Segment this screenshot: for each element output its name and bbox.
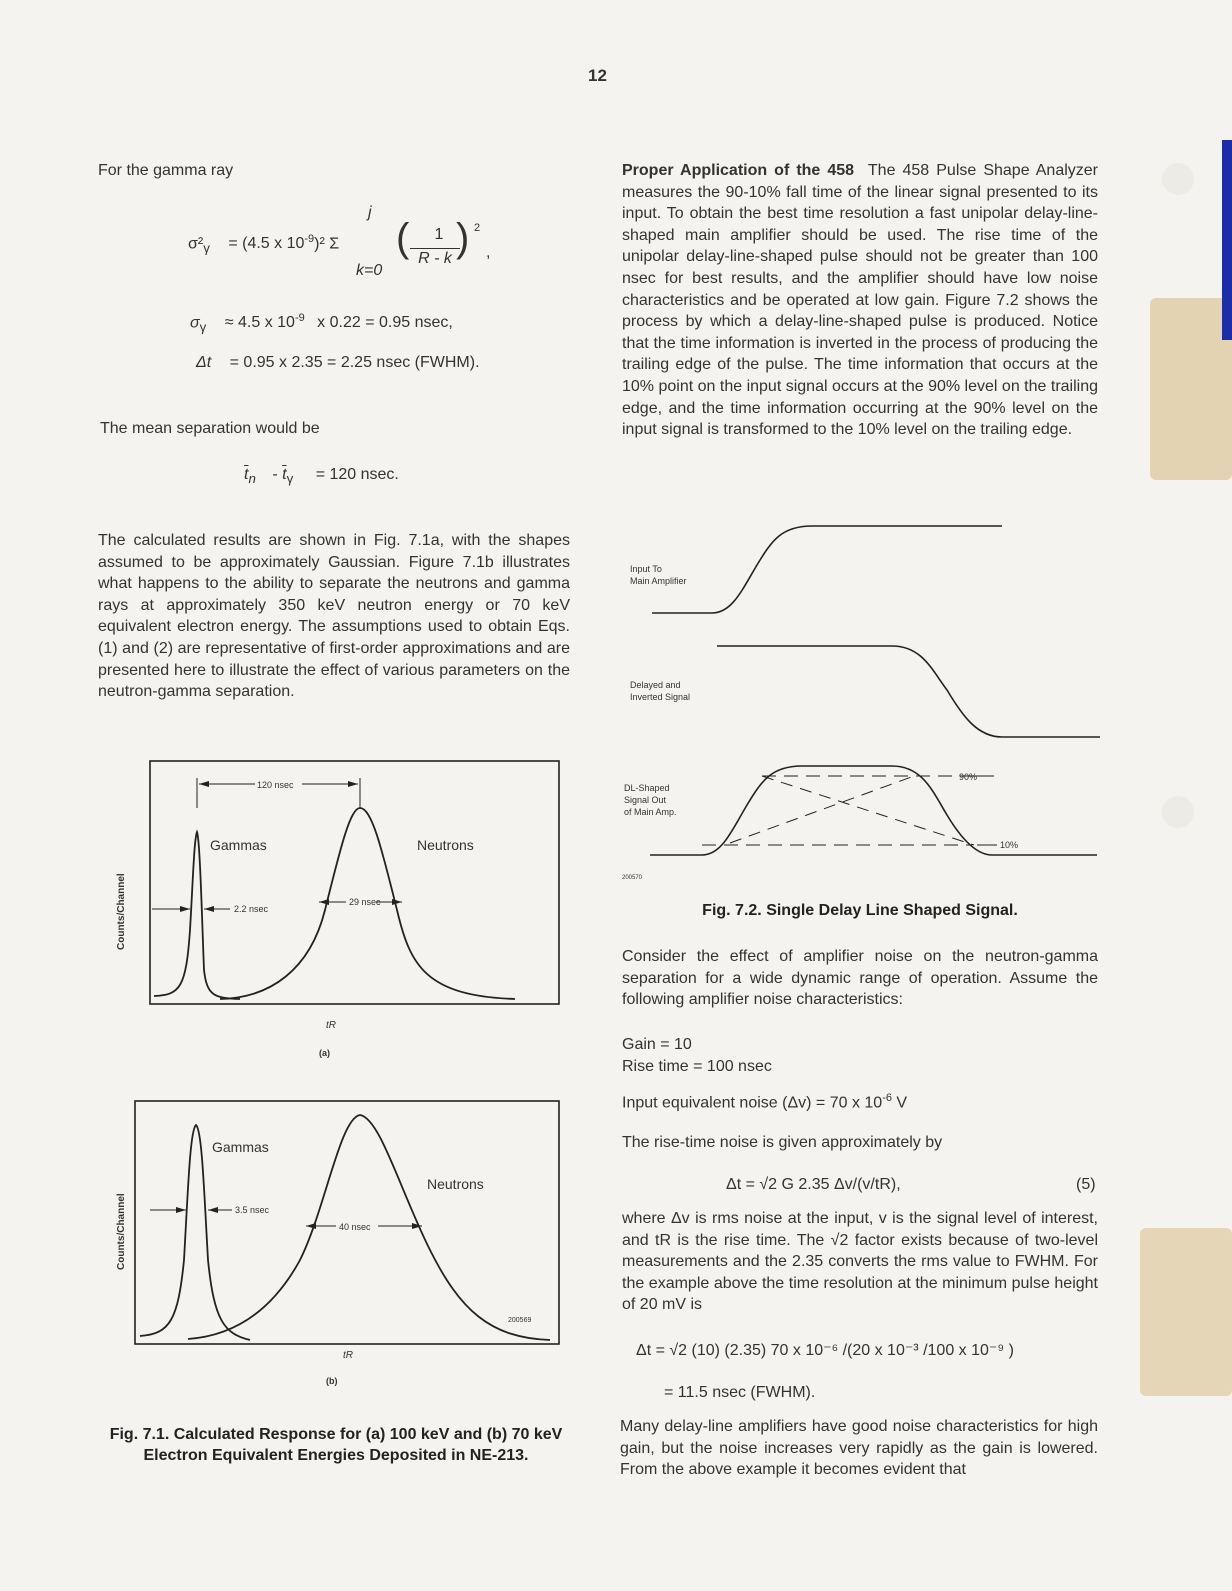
fig-b-xlabel: tR [343,1350,353,1361]
fig-a-nw-arrow-left [319,899,329,905]
equation-delta-t [196,354,480,372]
fig-a-gw-arrow-left [180,906,190,912]
fig2-label-delayed-2: Inverted Signal [630,692,691,702]
fig-a-gammas-label: Gammas [210,837,267,853]
equation-mean-separation [244,466,399,486]
figure-7-1b [110,1100,570,1410]
equation-5: Δt = √2 G 2.35 Δv/(v/tR), [726,1176,901,1193]
input-noise-text [622,1088,907,1114]
eq1-comma: , [486,244,491,261]
equation-7: = 11.5 nsec (FWHM). [664,1384,816,1401]
equation-sigma [190,312,453,335]
fig-a-sep-arrow-left [199,781,209,787]
eq1-paren-left: ( [396,216,410,260]
equation-6: Δt = √2 (10) (2.35) 70 x 10⁻⁶ /(20 x 10⁻³ /100 x 10⁻⁹ ) [636,1342,1014,1359]
eq1-exp: -9 [304,233,315,245]
fig-b-ylabel: Counts/Channel [116,1193,127,1270]
eq1-lower-limit: k=0 [356,262,383,279]
eq1-rhs-a: = (4.5 x 10 [228,235,305,253]
right-paragraph-4: Many delay-line amplifiers have good noise characteristics for high gain, but the noise increases very rapidly as the gain is lowered. From the above example it becomes evident that [620,1418,1098,1479]
figure-7-2 [622,510,1102,890]
blue-edge-strip [1222,140,1232,340]
fig2-label-input-2: Main Amplifier [630,576,687,586]
right-paragraph-1 [622,160,1098,441]
fig2-label-dl-1: DL-Shaped [624,783,670,793]
gamma-ray-intro: For the gamma ray [98,162,234,179]
eq1-frac-den: R - k [418,250,452,267]
right-paragraph-2: Consider the effect of amplifier noise on the neutron-gamma separation for a wide dynamic range of operation. Assume the following amplifier noise characteristics: [622,948,1098,1009]
fig-b-panel: (b) [326,1376,338,1386]
right-paragraph-3: where Δv is rms noise at the input, v is the signal level of interest, and tR is the rise time. The √2 factor exists because of two-level measurements and the 2.35 converts the rms value to FWHM. For the example above the time resolution at the minimum pulse height of 20 mV is [622,1210,1098,1314]
fig-b-gamma-curve [140,1125,250,1340]
figure-7-1-caption: Fig. 7.1. Calculated Response for (a) 100 keV and (b) 70 keV Electron Equivalent Energies Deposited in NE-213. [109,1426,563,1464]
eq1-rhs-b: )² Σ [314,235,340,253]
eq1-lhs: σ² [188,235,204,253]
eq1-frac-num: 1 [434,226,444,243]
fig-a-sep-label: 120 nsec [257,780,294,790]
figure-7-1a [110,760,570,1070]
fig2-dl-curve [650,766,1097,855]
fig-a-frame [150,761,559,1004]
fig-b-gw-label: 3.5 nsec [235,1205,270,1215]
eq4-rhs: = 120 nsec. [315,466,399,483]
fig2-label-input-1: Input To [630,564,662,574]
fig2-10-label: 10% [1000,840,1019,850]
eq3-rhs: = 0.95 x 2.35 = 2.25 nsec (FWHM). [229,354,480,371]
fig-b-nw-label: 40 nsec [339,1222,371,1232]
right-paragraph-1-body: The 458 Pulse Shape Analyzer measures the 90-10% fall time of the linear signal presented to its input. To obtain the best time resolution a fast unipolar delay-line-shaped main amplifier should be used. The rise time of the unipolar delay-line-shaped pulse should not be greater than 100 nsec for best results, and the amplifier should have low noise characteristics and be operated at low gain. Figure 7.2 shows the process by which a delay-line-shaped pulse is produced. Notice that the time information is inverted in the process of producing the trailing edge of the pulse. The time information that occurs at the 10% point on the input signal occurs at the 90% level on the trailing edge, and the time information occurring at the 90% level on the input signal is transformed to the 10% level on the trailing edge. [622,162,1098,439]
fig-a-sep-arrow-right [348,781,358,787]
fig2-input-curve [652,526,1002,613]
fig-a-neutrons-label: Neutrons [417,837,474,853]
eq4-tg: $\overline{t}$ [282,466,287,483]
eq2-rest: x 0.22 = 0.95 nsec, [317,314,453,332]
fig-a-panel: (a) [319,1048,330,1058]
eq1-power: 2 [474,222,481,234]
tape-strip-top [1150,298,1232,480]
fig2-label-dl-3: of Main Amp. [624,807,677,817]
gain-text: Gain = 10 [622,1036,692,1053]
fig2-90-label: 90% [959,772,978,782]
fig-a-gw-label: 2.2 nsec [234,904,269,914]
punch-hole-middle [1162,796,1194,828]
eq4-tn: $\overline{t}$ [244,466,249,483]
input-noise-exp: -6 [882,1092,892,1104]
fig-a-ylabel: Counts/Channel [116,873,127,950]
rise-time-text: Rise time = 100 nsec [622,1058,772,1075]
fig-a-xlabel: tR [326,1020,336,1031]
fig-b-code: 200569 [508,1317,532,1324]
eq1-paren-right: ) [456,216,470,260]
fig-b-gammas-label: Gammas [212,1139,269,1155]
fig-a-nw-arrow-right [392,899,402,905]
fig2-cross-line-2 [762,776,974,845]
mean-separation-text: The mean separation would be [100,420,320,437]
fig-b-neutrons-label: Neutrons [427,1176,484,1192]
fig2-label-dl-2: Signal Out [624,795,667,805]
eq4-minus: - [272,466,278,483]
equation-5-number: (5) [1076,1176,1096,1193]
equation-sigma-squared [188,233,339,256]
eq1-upper-limit: j [368,204,372,221]
fig-a-nw-label: 29 nsec [349,897,381,907]
fig-b-nw-arrow-left [306,1223,316,1229]
section-lead: Proper Application of the 458 [622,162,855,179]
eq2-lhs: σ [190,314,200,332]
eq2-exp: -9 [294,312,305,324]
input-noise-main: Input equivalent noise (Δv) = 70 x 10 [622,1094,883,1112]
fig-a-gamma-curve [154,832,240,999]
eq4-tg-sub: γ [286,471,294,487]
tape-strip-bottom [1140,1228,1232,1396]
fig2-delayed-curve [717,646,1100,737]
fig2-code: 200570 [622,875,643,881]
eq2-rhs: ≈ 4.5 x 10 [224,314,295,332]
eq1-frac-bar [410,248,460,249]
figure-7-2-caption: Fig. 7.2. Single Delay Line Shaped Signal. [702,902,1018,919]
eq3-lhs: Δt [196,354,212,371]
left-paragraph-1: The calculated results are shown in Fig. 7.1a, with the shapes assumed to be approximately Gaussian. Figure 7.1b illustrates what happens to the ability to separate the neutrons and gamma rays at approximately 350 keV neutron energy or 70 keV equivalent electron energy. The assumptions used to obtain Eqs. (1) and (2) are representative of first-order approximations and are presented here to illustrate the effect of various parameters on the neutron-gamma separation. [98,532,570,701]
eq1-sub: γ [203,240,210,256]
punch-hole-top [1162,163,1194,195]
page-number: 12 [588,66,607,85]
fig-b-gw-arrow-right [208,1207,218,1213]
fig-b-gw-arrow-left [176,1207,186,1213]
fig-a-gw-arrow-right [204,906,214,912]
rise-time-noise-intro: The rise-time noise is given approximately by [622,1134,943,1151]
fig2-label-delayed-1: Delayed and [630,680,681,690]
eq4-tn-sub: n [248,471,256,487]
eq2-sub: γ [199,319,207,335]
input-noise-unit: V [891,1094,908,1112]
fig2-cross-line-1 [730,776,914,843]
